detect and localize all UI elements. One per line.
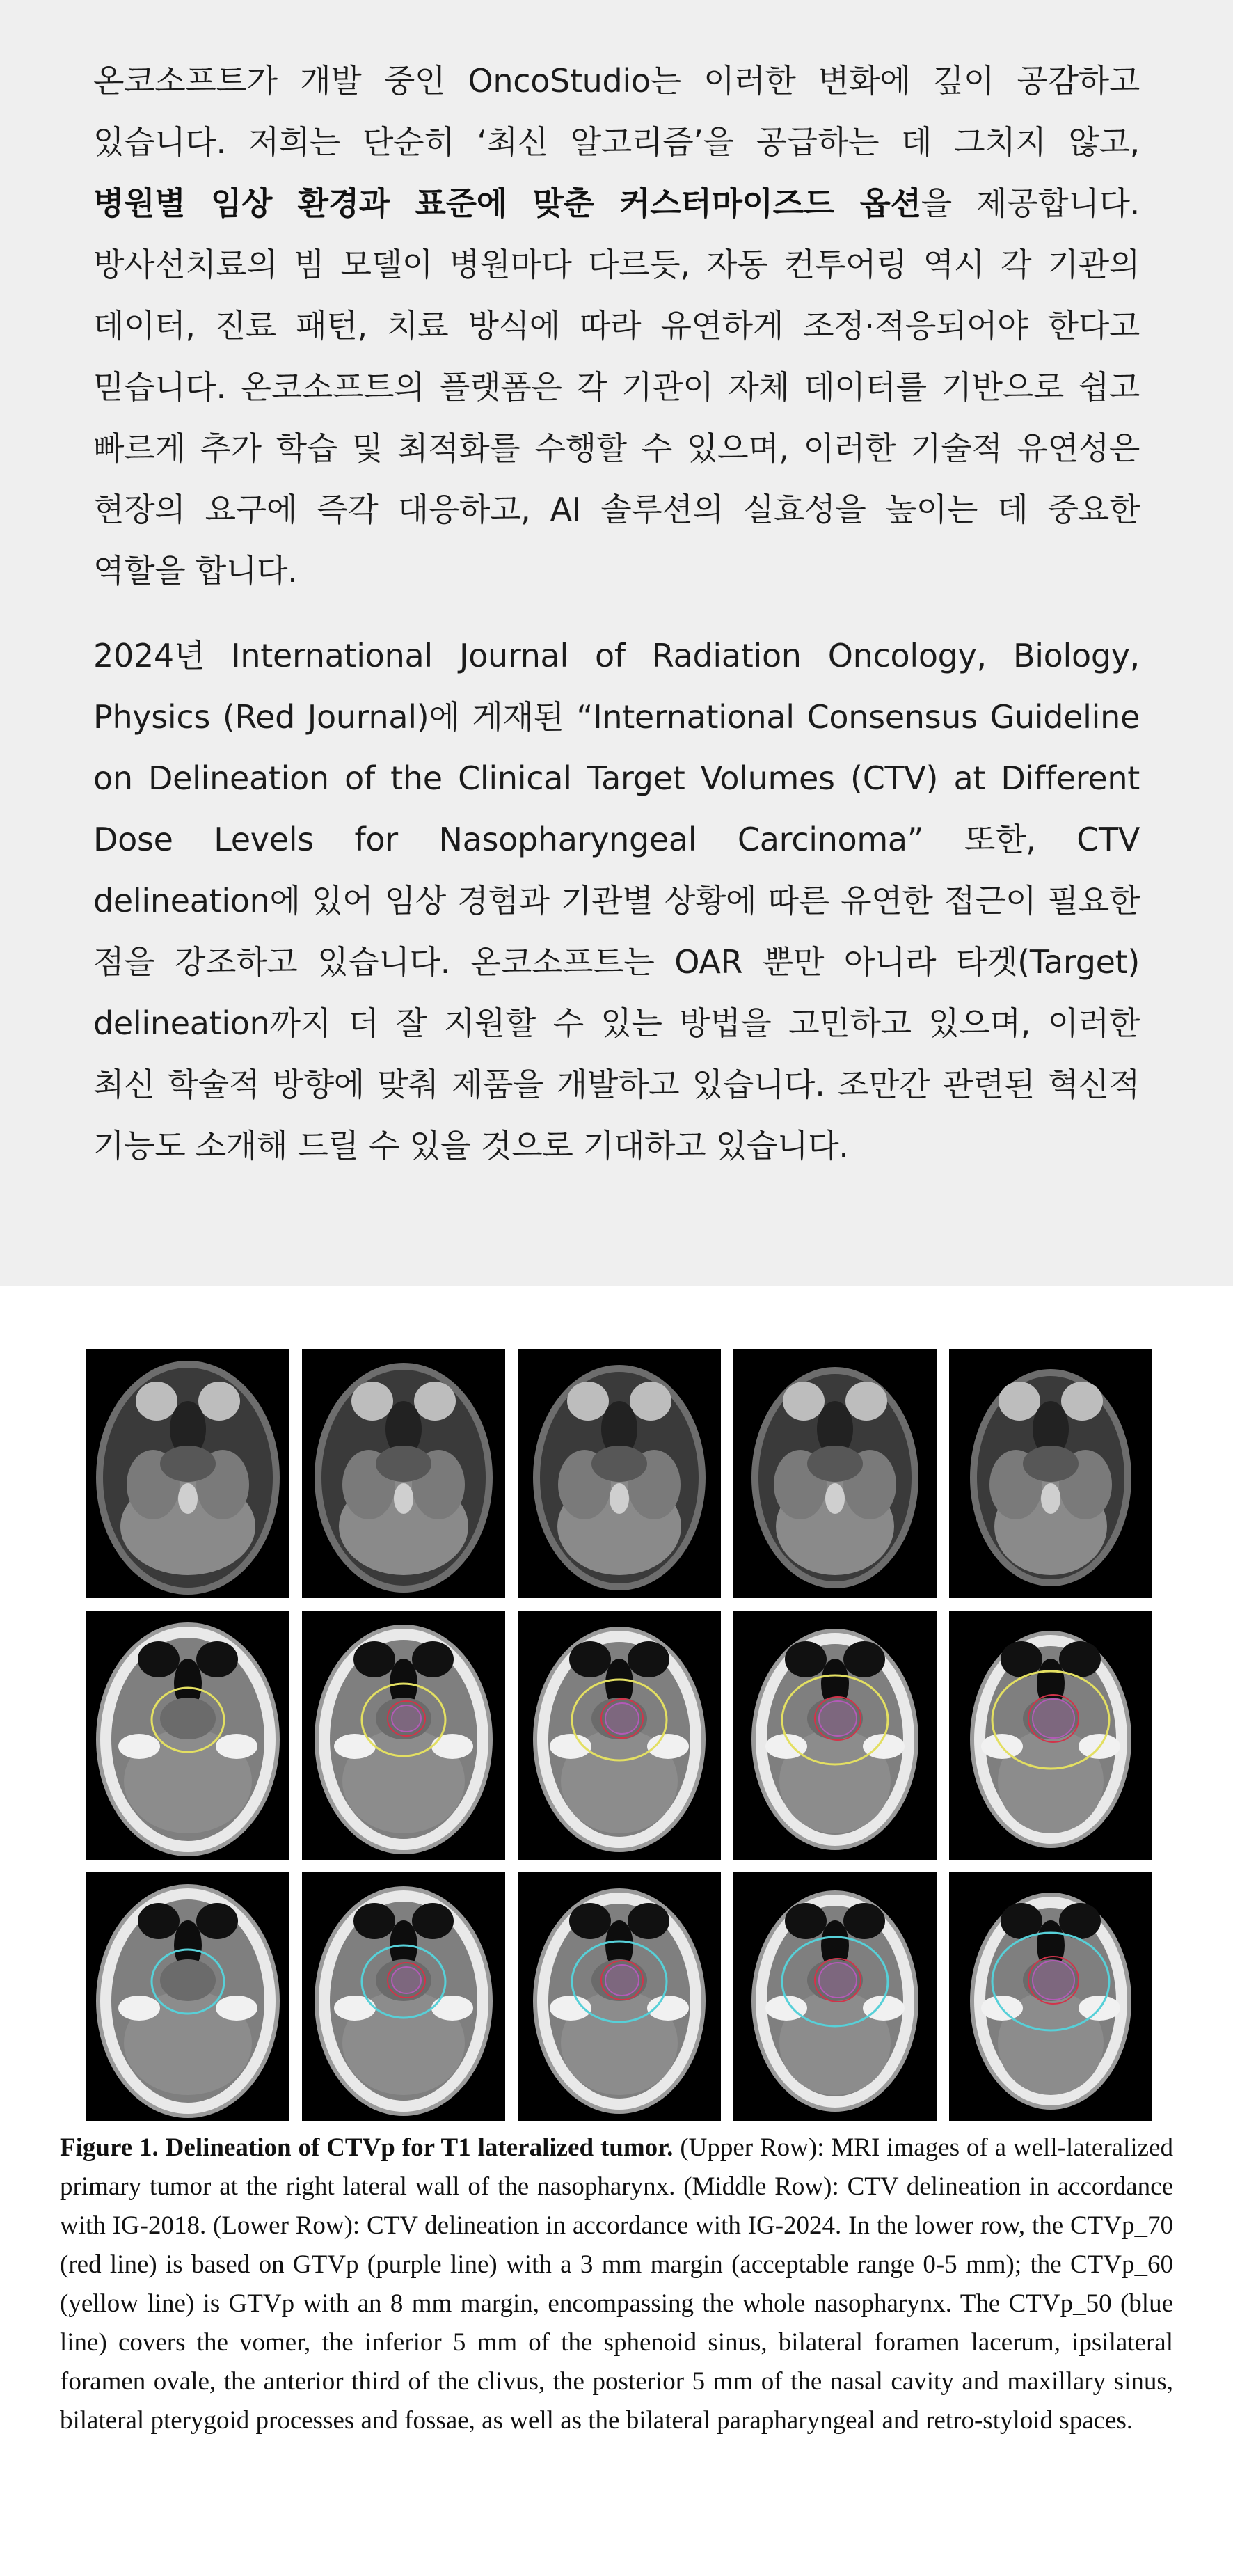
scan-panel bbox=[86, 1611, 289, 1860]
scan-image bbox=[518, 1872, 721, 2121]
scan-image bbox=[86, 1872, 289, 2121]
scan-panel bbox=[733, 1872, 937, 2121]
scan-image bbox=[733, 1611, 937, 1860]
scan-panel bbox=[949, 1349, 1152, 1598]
scan-image bbox=[949, 1872, 1152, 2121]
article-text-section bbox=[0, 0, 1233, 1286]
scan-image bbox=[302, 1872, 505, 2121]
scan-panel bbox=[518, 1611, 721, 1860]
paragraph-oncostudio-part2: 을 제공합니다. 방사선치료의 빔 모델이 병원마다 다르듯, 자동 컨투어링 역시 각 기관의 데이터, 진료 패턴, 치료 방식에 따라 유연하게 조정·적응되어야 한다고 믿습니다. 온코소프트의 플랫폼은 각 기관이 자체 데이터를 기반으로 쉽고 빠르게 추가 학습 및 최적화를 수행할 수 있으며, 이러한 기술적 유연성은 현장의 요구에 즉각 대응하고, AI 솔루션의 실효성을 높이는 데 중요한 역할을 합니다. bbox=[93, 184, 1140, 590]
scan-image bbox=[86, 1611, 289, 1860]
scan-panel bbox=[733, 1611, 937, 1860]
paragraph-oncostudio-bold: 병원별 임상 환경과 표준에 맞춘 커스터마이즈드 옵션 bbox=[93, 184, 921, 222]
scan-panel bbox=[302, 1611, 505, 1860]
scan-panel bbox=[86, 1349, 289, 1598]
scan-panel bbox=[302, 1872, 505, 2121]
figure-section bbox=[0, 1286, 1233, 2576]
scan-image bbox=[733, 1349, 937, 1598]
scan-panel bbox=[949, 1611, 1152, 1860]
scan-image bbox=[949, 1349, 1152, 1598]
paragraph-guideline: 2024년 International Journal of Radiation Oncology, Biology, Physics (Red Journal)에 게재된 “International Consensus Guideline on Delineation of the Clinical Target Volumes (CTV) at Different Dose Levels for Nasopharyngeal Carcinoma” 또한, CTV delineation에 있어 임상 경험과 기관별 상황에 따른 유연한 접근이 필요한 점을 강조하고 있습니다. 온코소프트는 OAR 뿐만 아니라 타겟(Target) delineation까지 더 잘 지원할 수 있는 방법을 고민하고 있으며, 이러한 최신 학술적 방향에 맞춰 제품을 개발하고 있습니다. 조만간 관련된 혁신적 기능도 소개해 드릴 수 있을 것으로 기대하고 있습니다. bbox=[93, 637, 1140, 1164]
scan-image bbox=[302, 1349, 505, 1598]
scan-panel bbox=[86, 1872, 289, 2121]
scan-panel bbox=[302, 1349, 505, 1598]
paragraph-oncostudio-part1: 온코소프트가 개발 중인 OncoStudio는 이러한 변화에 깊이 공감하고 있습니다. 저희는 단순히 ‘최신 알고리즘’을 공급하는 데 그치지 않고, bbox=[93, 62, 1140, 161]
scan-image bbox=[733, 1872, 937, 2121]
figure-caption-text: (Upper Row): MRI images of a well-lateralized primary tumor at the right lateral wall of the nasopharynx. (Middle Row): CTV delineation in accordance with IG-2018. (Lower Row): CTV delineation in accordance with IG-2024. In the lower row, the CTVp_70 (red line) is based on GTVp (purple line) with a 3 mm margin (acceptable range 0-5 mm); the CTVp_60 (yellow line) is GTVp with an 8 mm margin, encompassing the whole nasopharynx. The CTVp_50 (blue line) covers the vomer, the inferior 5 mm of the sphenoid sinus, bilateral foramen lacerum, ipsilateral foramen ovale, the anterior third of the clivus, the posterior 5 mm of the nasal cavity and maxillary sinus, bilateral pterygoid processes and fossae, as well as the bilateral parapharyngeal and retro-styloid spaces. bbox=[60, 2133, 1173, 2435]
scan-image bbox=[302, 1611, 505, 1860]
paragraph-oncostudio bbox=[93, 50, 1140, 601]
scan-panel bbox=[518, 1872, 721, 2121]
figure-caption-label: Figure 1. Delineation of CTVp for T1 lateralized tumor. bbox=[60, 2133, 674, 2162]
scan-image bbox=[949, 1611, 1152, 1860]
figure-caption bbox=[60, 2128, 1173, 2440]
scan-image bbox=[518, 1349, 721, 1598]
scan-image bbox=[86, 1349, 289, 1598]
scan-panel bbox=[518, 1349, 721, 1598]
scan-panel bbox=[733, 1349, 937, 1598]
scan-image bbox=[518, 1611, 721, 1860]
scan-panel bbox=[949, 1872, 1152, 2121]
